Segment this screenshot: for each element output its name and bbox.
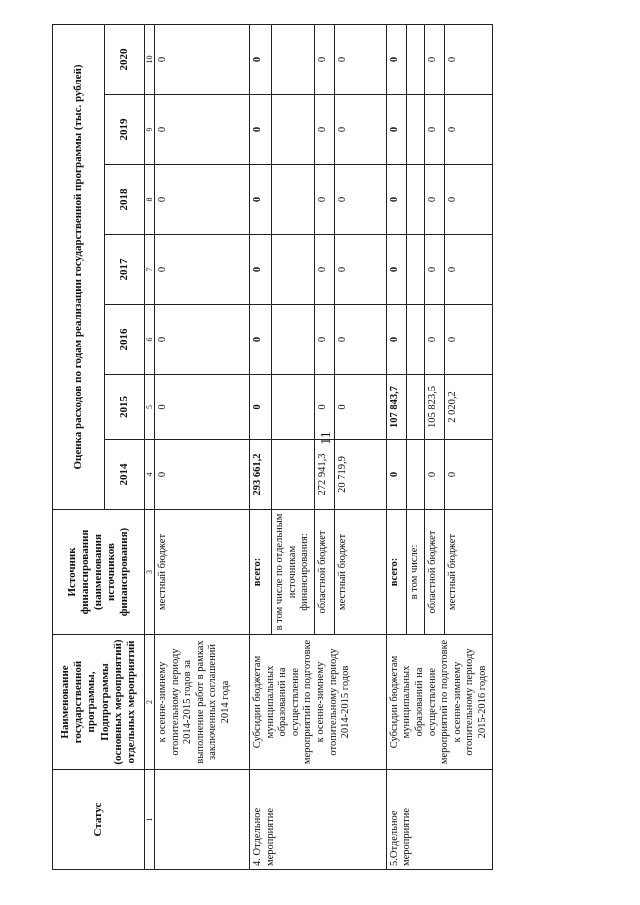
value-cell: 0 <box>155 235 250 305</box>
header-year: 2019 <box>105 95 145 165</box>
value-cell: 0 <box>386 24 406 94</box>
value-cell: 0 <box>334 375 386 440</box>
value-cell: 0 <box>444 440 492 510</box>
col-number: 3 <box>145 510 155 635</box>
header-costs: Оценка расходов по годам реализации государственной программы (тыс. рублей) <box>53 24 105 509</box>
col-number: 7 <box>145 235 155 305</box>
header-year: 2017 <box>105 235 145 305</box>
value-cell: 0 <box>250 235 272 305</box>
value-cell: 0 <box>444 235 492 305</box>
col-number: 1 <box>145 770 155 870</box>
value-cell: 0 <box>386 95 406 165</box>
status-cell: 5.Отдельное мероприятие <box>386 770 492 870</box>
col-number: 8 <box>145 165 155 235</box>
value-cell: 0 <box>155 165 250 235</box>
value-cell: 0 <box>250 95 272 165</box>
header-year: 2016 <box>105 305 145 375</box>
page-number: 11 <box>319 431 334 445</box>
value-cell: 0 <box>314 95 334 165</box>
status-cell <box>155 770 250 870</box>
value-cell: 0 <box>334 24 386 94</box>
source-label: местный бюджет <box>444 510 492 635</box>
value-cell: 0 <box>334 95 386 165</box>
value-cell: 2 020,2 <box>444 375 492 440</box>
table-row <box>155 24 250 869</box>
value-cell: 0 <box>155 375 250 440</box>
column-numbers-row <box>145 24 155 869</box>
source-label: областной бюджет <box>314 510 334 635</box>
value-cell: 0 <box>250 165 272 235</box>
col-number: 10 <box>145 24 155 94</box>
value-cell: 0 <box>155 24 250 94</box>
header-year: 2020 <box>105 24 145 94</box>
value-cell: 105 823,5 <box>424 375 444 440</box>
value-cell: 0 <box>155 305 250 375</box>
value-cell: 0 <box>444 24 492 94</box>
value-cell: 20 719,9 <box>334 440 386 510</box>
value-cell: 272 941,3 <box>314 440 334 510</box>
header-status: Статус <box>53 770 145 870</box>
header-year: 2015 <box>105 375 145 440</box>
value-cell: 0 <box>334 235 386 305</box>
header-source: Источник финансирования (наименования источников финансирования) <box>53 510 145 635</box>
total-label: всего: <box>386 510 406 635</box>
source-label: в том числе по отдельным источникам финансирования: <box>272 510 315 635</box>
measure-name: Субсидии бюджетам муниципальных образований на осуществление мероприятий по подготовке к осенне-зимнему отопительному периоду 2015-2016 годов <box>386 635 492 770</box>
value-cell: 0 <box>314 235 334 305</box>
value-cell: 0 <box>250 375 272 440</box>
source-label: местный бюджет <box>155 510 250 635</box>
col-number: 5 <box>145 375 155 440</box>
col-number: 9 <box>145 95 155 165</box>
col-number: 2 <box>145 635 155 770</box>
value-cell: 0 <box>424 440 444 510</box>
value-cell: 0 <box>444 305 492 375</box>
value-cell: 0 <box>250 305 272 375</box>
value-cell: 0 <box>444 165 492 235</box>
value-cell: 0 <box>155 440 250 510</box>
value-cell: 107 843,7 <box>386 375 406 440</box>
value-cell: 0 <box>424 95 444 165</box>
value-cell: 0 <box>314 165 334 235</box>
expenses-table <box>52 24 493 870</box>
value-cell: 0 <box>250 24 272 94</box>
value-cell: 0 <box>386 235 406 305</box>
value-cell: 0 <box>424 165 444 235</box>
measure-name: Субсидии бюджетам муниципальных образований на осуществление мероприятий по подготовке к осенне-зимнему отопительному периоду 2014-2015 годов <box>250 635 387 770</box>
value-cell: 0 <box>424 305 444 375</box>
value-cell: 293 661,2 <box>250 440 272 510</box>
table-row <box>386 24 406 869</box>
value-cell: 0 <box>386 305 406 375</box>
header-year: 2014 <box>105 440 145 510</box>
status-cell: 4. Отдельное мероприятие <box>250 770 387 870</box>
table-row <box>250 24 272 869</box>
col-number: 4 <box>145 440 155 510</box>
value-cell: 0 <box>155 95 250 165</box>
header-year: 2018 <box>105 165 145 235</box>
source-label: в том числе: <box>406 510 424 635</box>
value-cell: 0 <box>386 440 406 510</box>
value-cell: 0 <box>334 165 386 235</box>
value-cell: 0 <box>424 24 444 94</box>
value-cell: 0 <box>314 24 334 94</box>
value-cell: 0 <box>314 305 334 375</box>
measure-name: к осенне-зимнему отопительному периоду 2014-2015 годов за выполнение работ в рамках заключенных соглашений 2014 года <box>155 635 250 770</box>
source-label: местный бюджет <box>334 510 386 635</box>
rotated-sheet <box>52 25 488 870</box>
value-cell: 0 <box>334 305 386 375</box>
value-cell: 0 <box>386 165 406 235</box>
col-number: 6 <box>145 305 155 375</box>
total-label: всего: <box>250 510 272 635</box>
header-name: Наименование государственной программы, Подпрограммы (основных мероприятий) отдельных мероприятий <box>53 635 145 770</box>
value-cell: 0 <box>314 375 334 440</box>
value-cell: 0 <box>424 235 444 305</box>
value-cell: 0 <box>444 95 492 165</box>
source-label: областной бюджет <box>424 510 444 635</box>
